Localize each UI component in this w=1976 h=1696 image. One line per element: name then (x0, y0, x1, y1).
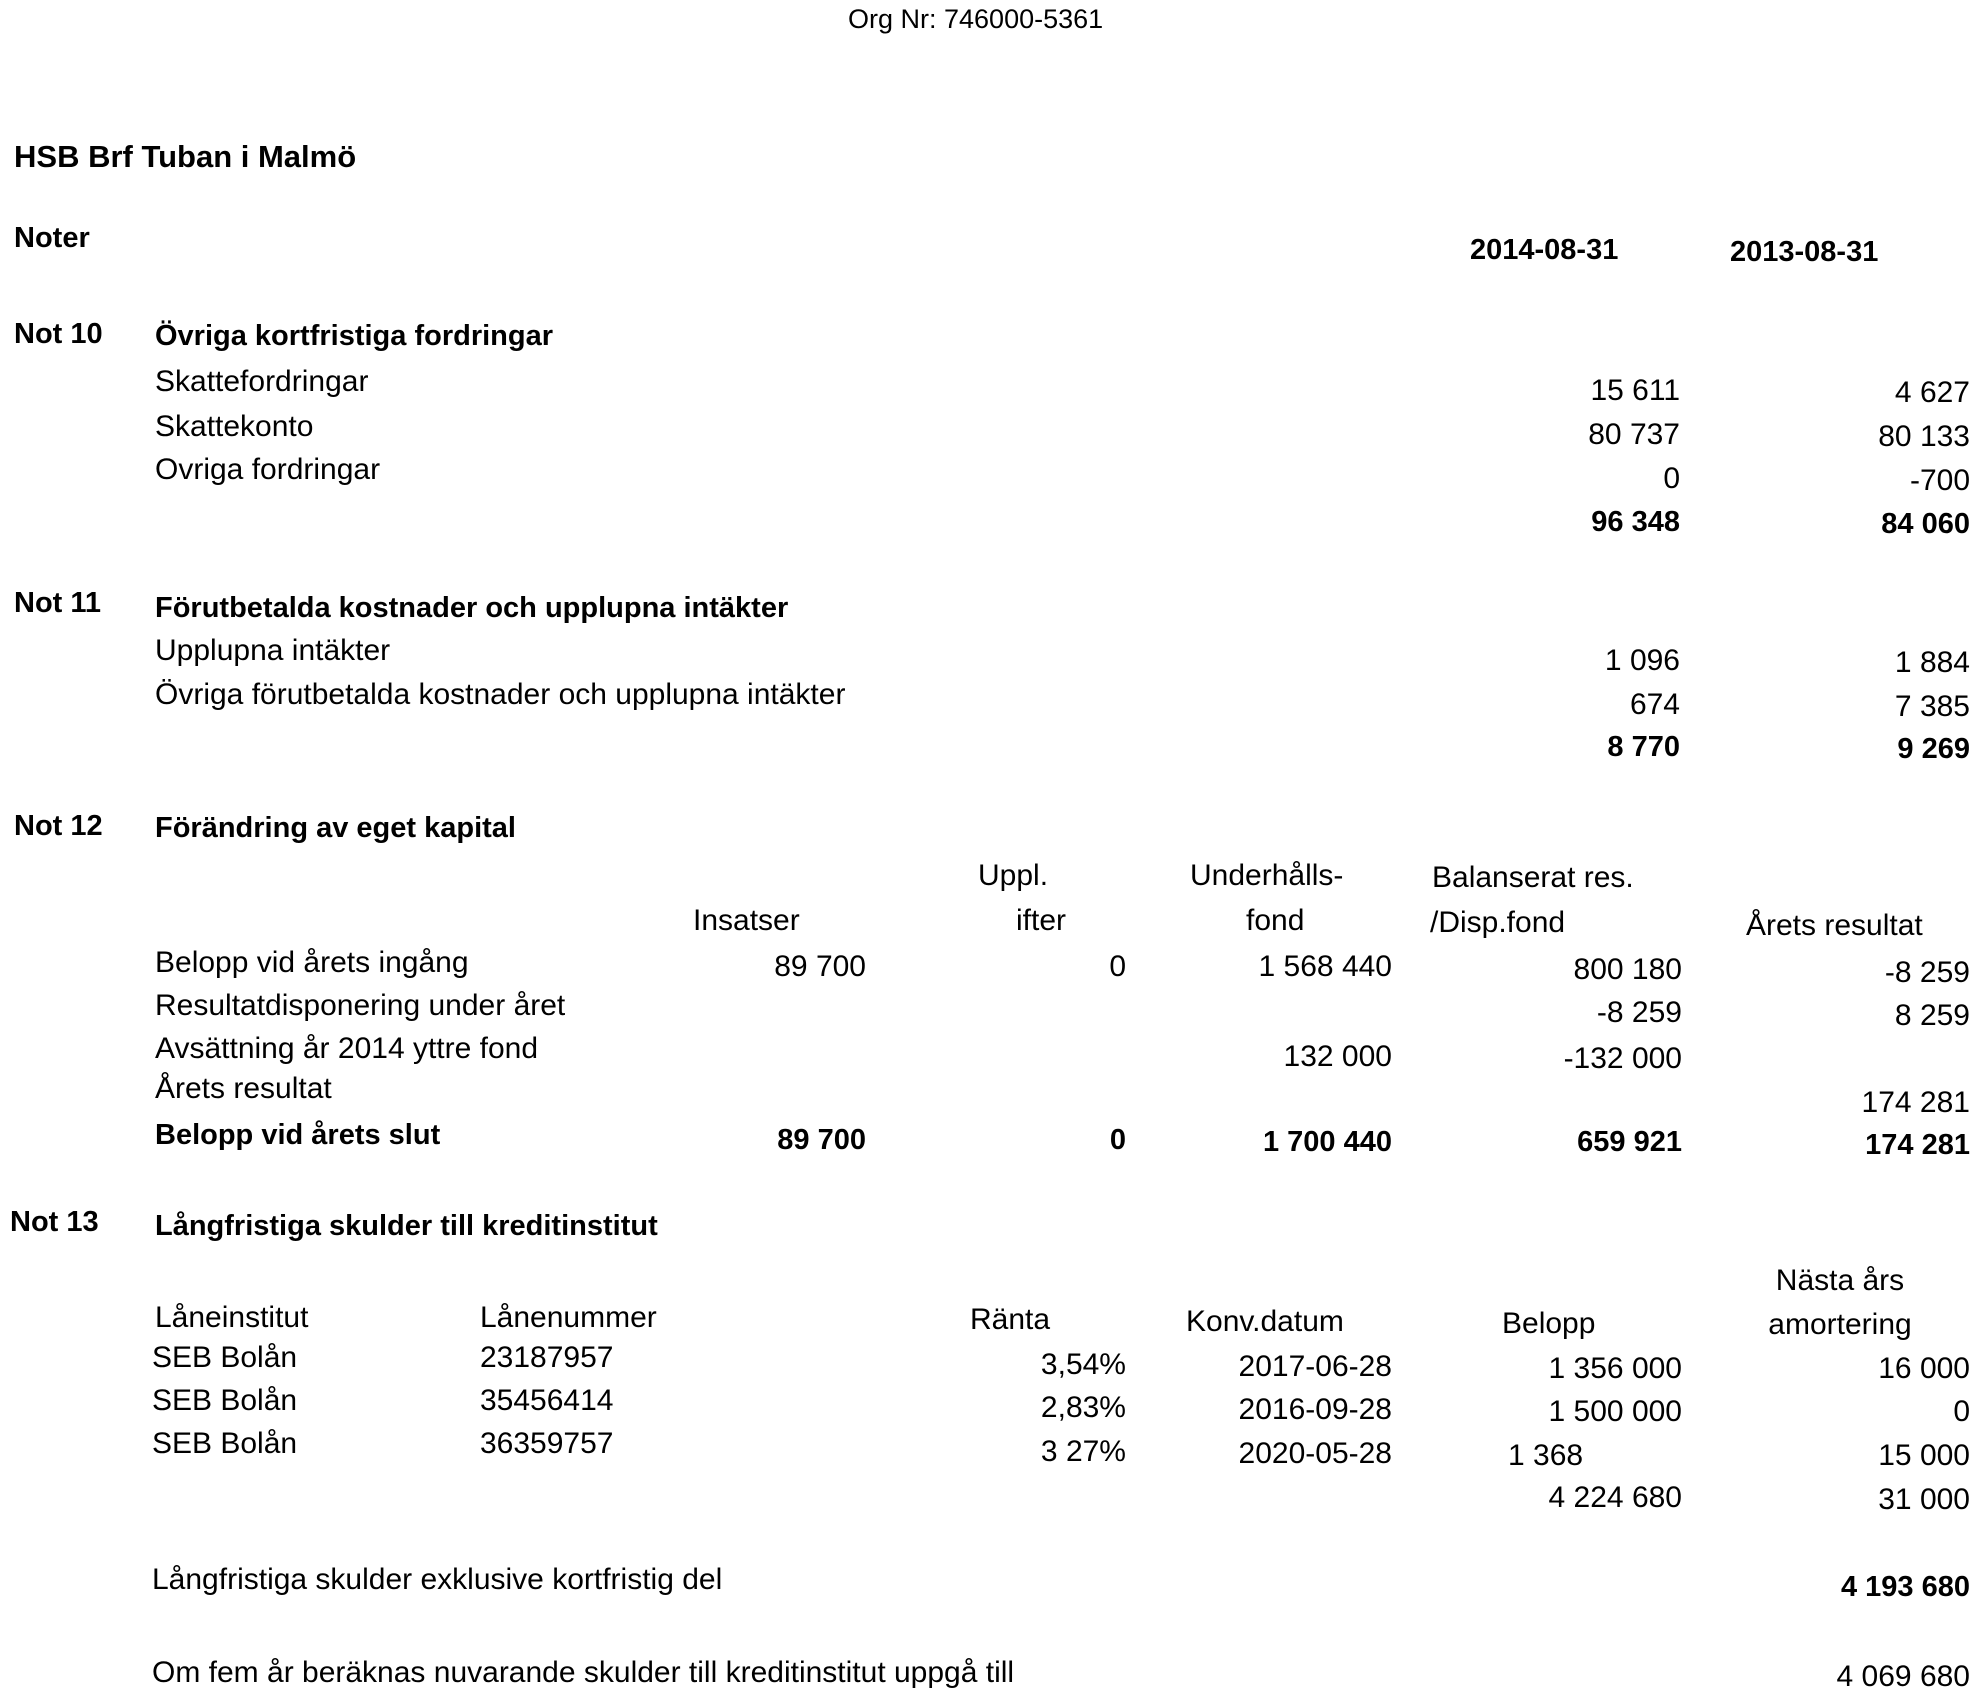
loan-amount: 1 368 (1508, 1439, 1584, 1472)
loan-total-amortization: 31 000 (1878, 1483, 1970, 1516)
not-11-row-label: Övriga förutbetalda kostnader och upplupna intäkter (155, 678, 846, 711)
not-10-row-2013: -700 (1909, 464, 1970, 497)
loan-institute: SEB Bolån (152, 1384, 298, 1417)
loan-amortization: 0 (1953, 1395, 1970, 1428)
equity-arets: 8 259 (1894, 999, 1970, 1032)
not-10-row-2014: 80 737 (1588, 418, 1680, 451)
organization-name: HSB Brf Tuban i Malmö (14, 139, 357, 174)
header-amortering: amortering (1768, 1308, 1912, 1341)
header-arets-resultat: Årets resultat (1746, 909, 1923, 942)
header-insatser: Insatser (693, 904, 800, 937)
not-11-total-2013: 9 269 (1897, 733, 1970, 765)
header-laneinstitut: Låneinstitut (155, 1301, 309, 1334)
equity-row-label: Resultatdisponering under året (155, 989, 566, 1022)
equity-row-label: Avsättning år 2014 yttre fond (155, 1032, 539, 1065)
equity-arets: 174 281 (1861, 1086, 1970, 1119)
loan-amount: 1 356 000 (1548, 1352, 1682, 1385)
long-term-excl-value: 4 193 680 (1840, 1571, 1970, 1603)
header-nasta-ars: Nästa års (1775, 1264, 1905, 1297)
header-ranta: Ränta (970, 1303, 1051, 1336)
loan-amount: 1 500 000 (1548, 1395, 1682, 1428)
not-10-total-2014: 96 348 (1591, 506, 1680, 538)
loan-konv-date: 2020-05-28 (1238, 1437, 1392, 1470)
equity-balanserat: -132 000 (1563, 1042, 1682, 1075)
not-10-row-2014: 15 611 (1590, 374, 1680, 407)
not-10-row-2013: 80 133 (1878, 420, 1970, 453)
five-year-value: 4 069 680 (1836, 1660, 1970, 1693)
not-11-total-2014: 8 770 (1607, 731, 1680, 763)
header-fond: fond (1246, 904, 1305, 937)
loan-rate: 2,83% (1040, 1391, 1126, 1424)
not-12-label: Not 12 (14, 810, 103, 842)
equity-total-label: Belopp vid årets slut (155, 1119, 441, 1151)
header-disp-fond: /Disp.fond (1430, 906, 1566, 939)
equity-total-underhall: 1 700 440 (1262, 1126, 1392, 1158)
equity-row-label: Belopp vid årets ingång (155, 946, 469, 979)
not-10-row-label: Skattefordringar (155, 365, 369, 398)
header-konv-datum: Konv.datum (1186, 1305, 1344, 1338)
equity-balanserat: 800 180 (1573, 953, 1682, 986)
not-10-row-2013: 4 627 (1894, 376, 1970, 409)
equity-total-balanserat: 659 921 (1577, 1126, 1682, 1158)
equity-uppl: 0 (1109, 950, 1126, 983)
year-header-2014: 2014-08-31 (1470, 234, 1619, 266)
not-11-row-2014: 674 (1629, 688, 1680, 721)
not-10-row-label: Skattekonto (155, 410, 314, 443)
header-underhalls: Underhålls- (1190, 859, 1344, 892)
equity-row-label: Årets resultat (155, 1072, 332, 1105)
header-belopp: Belopp (1502, 1307, 1596, 1340)
year-header-2013: 2013-08-31 (1730, 236, 1879, 268)
equity-underhall: 1 568 440 (1258, 950, 1392, 983)
not-11-title: Förutbetalda kostnader och upplupna intäkter (155, 592, 789, 624)
loan-rate: 3 27% (1040, 1435, 1126, 1468)
loan-konv-date: 2017-06-28 (1238, 1350, 1392, 1383)
loan-rate: 3,54% (1040, 1348, 1126, 1381)
header-uppl: Uppl. (978, 859, 1049, 892)
loan-amortization: 15 000 (1878, 1439, 1970, 1472)
loan-institute: SEB Bolån (152, 1341, 298, 1374)
org-number: Org Nr: 746000-5361 (848, 4, 1104, 34)
not-12-title: Förändring av eget kapital (155, 812, 516, 844)
loan-number: 35456414 (480, 1384, 614, 1417)
long-term-excl-label: Långfristiga skulder exklusive kortfristig del (152, 1563, 723, 1596)
not-10-row-2014: 0 (1663, 462, 1680, 495)
not-13-label: Not 13 (10, 1206, 99, 1238)
not-11-row-2013: 7 385 (1894, 690, 1970, 723)
loan-number: 23187957 (480, 1341, 614, 1374)
equity-underhall: 132 000 (1283, 1040, 1392, 1073)
not-13-title: Långfristiga skulder till kreditinstitut (155, 1210, 658, 1242)
loan-institute: SEB Bolån (152, 1427, 298, 1460)
loan-amortization: 16 000 (1878, 1352, 1970, 1385)
loan-number: 36359757 (480, 1427, 614, 1460)
equity-balanserat: -8 259 (1596, 996, 1682, 1029)
loan-konv-date: 2016-09-28 (1238, 1393, 1392, 1426)
header-ifter: ifter (1016, 904, 1067, 937)
equity-total-arets: 174 281 (1865, 1129, 1970, 1161)
equity-total-uppl: 0 (1109, 1124, 1126, 1156)
not-10-label: Not 10 (14, 318, 103, 350)
not-10-row-label: Ovriga fordringar (155, 453, 381, 486)
not-11-row-2013: 1 884 (1894, 646, 1970, 679)
header-balanserat: Balanserat res. (1432, 861, 1634, 894)
noter-label: Noter (14, 222, 90, 254)
equity-insatser: 89 700 (774, 950, 866, 983)
header-lanenummer: Lånenummer (480, 1301, 657, 1334)
equity-arets: -8 259 (1884, 956, 1970, 989)
equity-total-insatser: 89 700 (777, 1124, 866, 1156)
not-10-total-2013: 84 060 (1881, 508, 1970, 540)
not-10-title: Övriga kortfristiga fordringar (155, 320, 554, 352)
not-11-label: Not 11 (14, 587, 102, 619)
not-11-row-2014: 1 096 (1604, 644, 1680, 677)
loan-total-amount: 4 224 680 (1548, 1481, 1682, 1514)
not-11-row-label: Upplupna intäkter (155, 634, 391, 667)
five-year-label: Om fem år beräknas nuvarande skulder till kreditinstitut uppgå till (152, 1656, 1015, 1689)
